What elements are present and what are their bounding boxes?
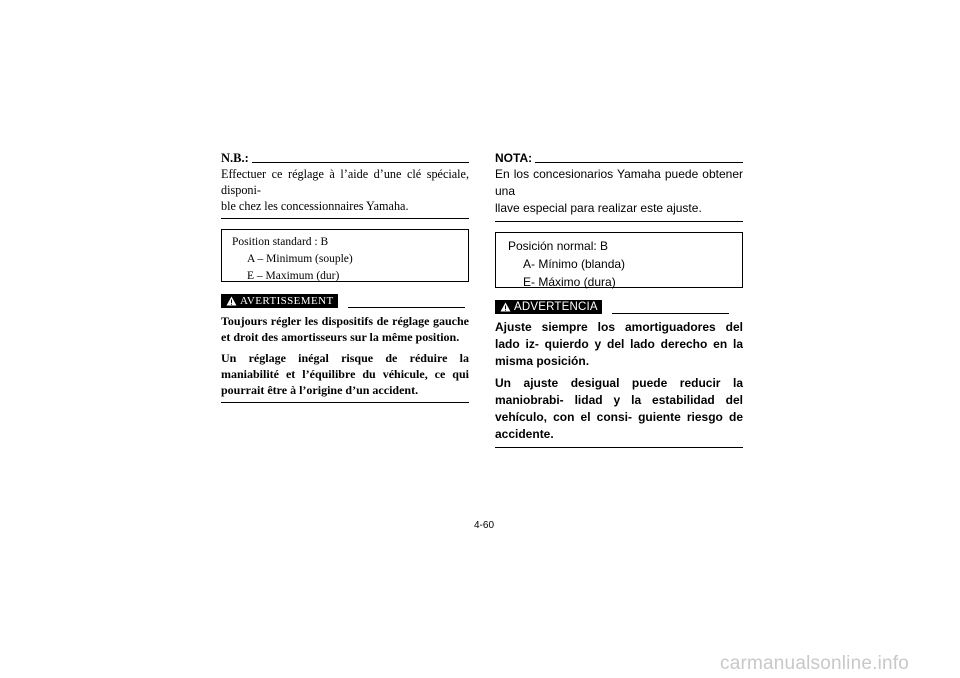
page-number: 4-60 [474,520,495,531]
spanish-column [495,150,743,448]
note-rule [252,162,469,163]
note-line: ble chez les concessionnaires Yamaha. [221,199,409,213]
warning-triangle-icon [500,302,511,312]
watermark: carmanualsonline.info [720,653,910,674]
warning-label: AVERTISSEMENT [240,295,334,307]
warning-paragraph: Un ajuste desigual puede reducir la maniobrabi- lidad y la estabilidad del vehículo, con el consi- guiente riesgo de accidente. [495,376,743,441]
spec-box [495,232,743,288]
warning-paragraph: Un réglage inégal risque de réduire la maniabilité et l’équilibre du véhicule, ce qui pourrait être à l’origine d’un accident. [221,351,469,397]
warning-badge [495,300,602,314]
note-label: N.B.: [221,151,249,165]
warning-badge [221,294,338,308]
warning-triangle-icon [226,296,237,306]
note-rule [535,162,743,163]
spec-box [221,229,469,282]
warning-rule [612,313,729,314]
spec-line-min: A- Mínimo (blanda) [523,257,626,271]
warning-label: ADVERTENCIA [514,301,598,313]
spec-title: Position standard : B [232,236,329,248]
note-text [495,166,743,222]
spec-line-min: A – Minimum (souple) [247,253,353,265]
warning-text [221,313,469,403]
spec-line-max: E – Maximum (dur) [247,270,340,282]
note-text [221,166,469,219]
french-column [221,150,469,403]
warning-text [495,319,743,448]
warning-paragraph: Ajuste siempre los amortiguadores del lado iz- quierdo y del lado derecho en la misma posición. [495,320,743,368]
warning-header [221,294,469,308]
spec-title: Posición normal: B [508,239,609,253]
warning-paragraph: Toujours régler les dispositifs de réglage gauche et droit des amortisseurs sur la même position. [221,314,469,344]
note-label: NOTA: [495,151,533,165]
note-line: Effectuer ce réglage à l’aide d’une clé spéciale, disponi- [221,167,469,197]
spec-line-max: E- Máximo (dura) [523,275,616,289]
note-header [221,150,469,165]
note-line: llave especial para realizar este ajuste. [495,201,702,215]
note-line: En los concesionarios Yamaha puede obtener una [495,167,743,198]
note-header [495,150,743,165]
warning-header [495,300,743,314]
warning-rule [348,307,465,308]
